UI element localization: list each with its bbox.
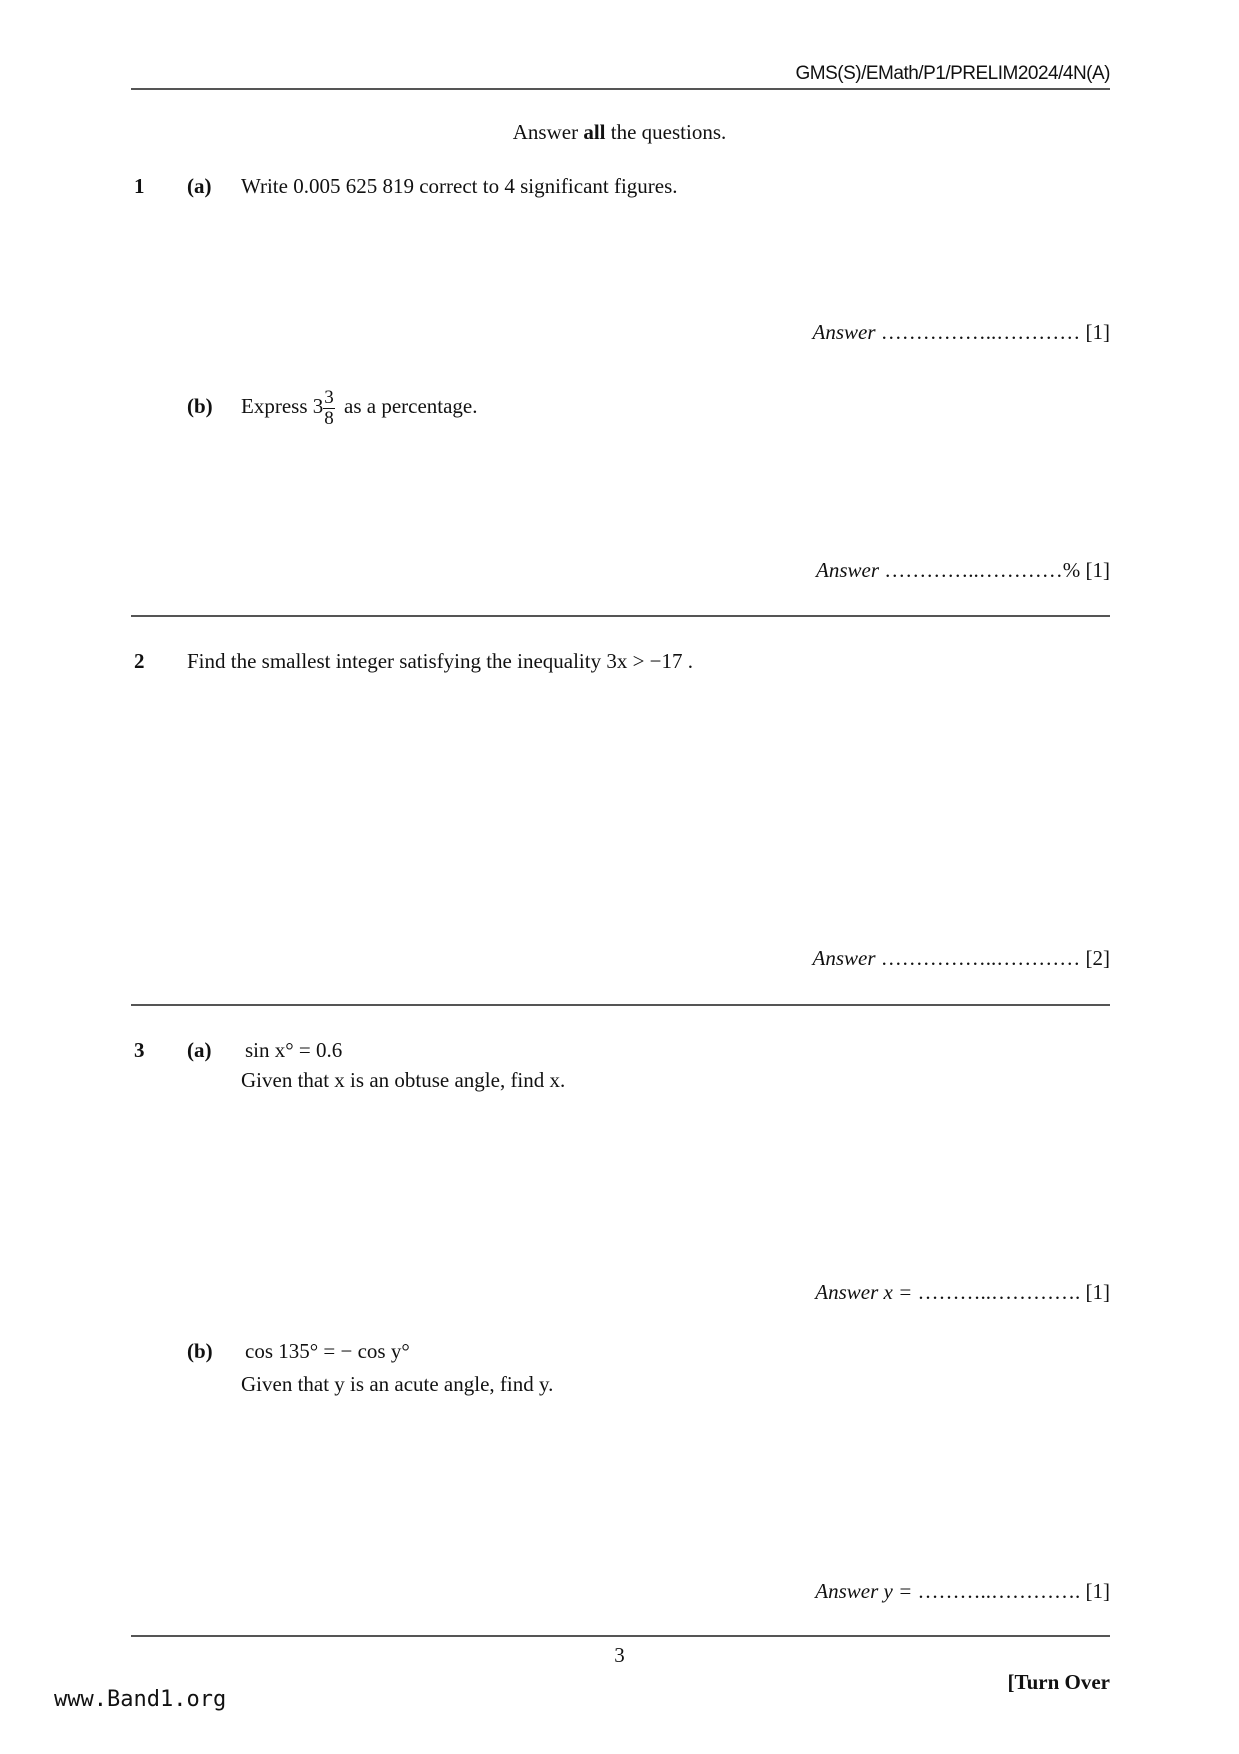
- part-label: (a): [187, 174, 212, 198]
- fraction: [323, 388, 335, 429]
- answer-dots[interactable]: ……………..…………: [880, 946, 1081, 970]
- marks: [1]: [1085, 320, 1110, 344]
- part-label: (a): [187, 1038, 212, 1062]
- text-post: as a percentage.: [338, 394, 478, 418]
- paper-code: GMS(S)/EMath/P1/PRELIM2024/4N(A): [795, 63, 1110, 84]
- instr-post: the questions.: [605, 120, 727, 144]
- answer-dots[interactable]: ………..………….: [917, 1579, 1081, 1603]
- page-number: 3: [614, 1643, 625, 1667]
- question-number: 2: [134, 649, 145, 673]
- question-text: Write 0.005 625 819 correct to 4 significant figures.: [241, 174, 678, 198]
- instr-pre: Answer: [512, 120, 584, 144]
- answer-line: [813, 946, 1111, 970]
- equation: cos 135° = − cos y°: [245, 1339, 410, 1363]
- turn-over: [Turn Over: [1007, 1670, 1110, 1694]
- part-label: (b): [187, 1339, 213, 1363]
- watermark: www.Band1.org: [54, 1687, 227, 1712]
- answer-dots[interactable]: ………..………….: [917, 1280, 1081, 1304]
- part-label: (b): [187, 394, 213, 418]
- answer-label: Answer: [812, 320, 876, 344]
- text-pre: Express 3: [241, 394, 324, 418]
- question-text: Given that y is an acute angle, find y.: [241, 1372, 554, 1396]
- divider: [131, 615, 1110, 617]
- answer-label: Answer y =: [815, 1579, 913, 1603]
- answer-line: [816, 558, 1110, 582]
- marks: [1]: [1085, 558, 1110, 582]
- answer-label: Answer: [812, 946, 876, 970]
- instructions: [0, 120, 1239, 144]
- question-number: 1: [134, 174, 145, 198]
- marks: [2]: [1085, 946, 1110, 970]
- instr-bold: all: [583, 120, 606, 144]
- answer-line: [815, 1579, 1110, 1603]
- answer-dots[interactable]: …………..…………%: [884, 558, 1081, 582]
- answer-label: Answer x =: [815, 1280, 913, 1304]
- numerator: 3: [324, 386, 334, 408]
- question-text: Given that x is an obtuse angle, find x.: [241, 1068, 566, 1092]
- marks: [1]: [1085, 1280, 1110, 1304]
- header-rule: [131, 88, 1110, 90]
- marks: [1]: [1085, 1579, 1110, 1603]
- question-number: 3: [134, 1038, 145, 1062]
- divider: [131, 1004, 1110, 1006]
- answer-line: [815, 1280, 1110, 1304]
- answer-dots[interactable]: ……………..…………: [880, 320, 1081, 344]
- equation: sin x° = 0.6: [245, 1038, 343, 1062]
- answer-label: Answer: [816, 558, 879, 582]
- answer-line: [813, 320, 1111, 344]
- footer-rule: [131, 1635, 1110, 1637]
- denominator: 8: [324, 407, 334, 429]
- question-text: Find the smallest integer satisfying the inequality 3x > −17 .: [187, 649, 694, 673]
- question-text: [241, 380, 478, 432]
